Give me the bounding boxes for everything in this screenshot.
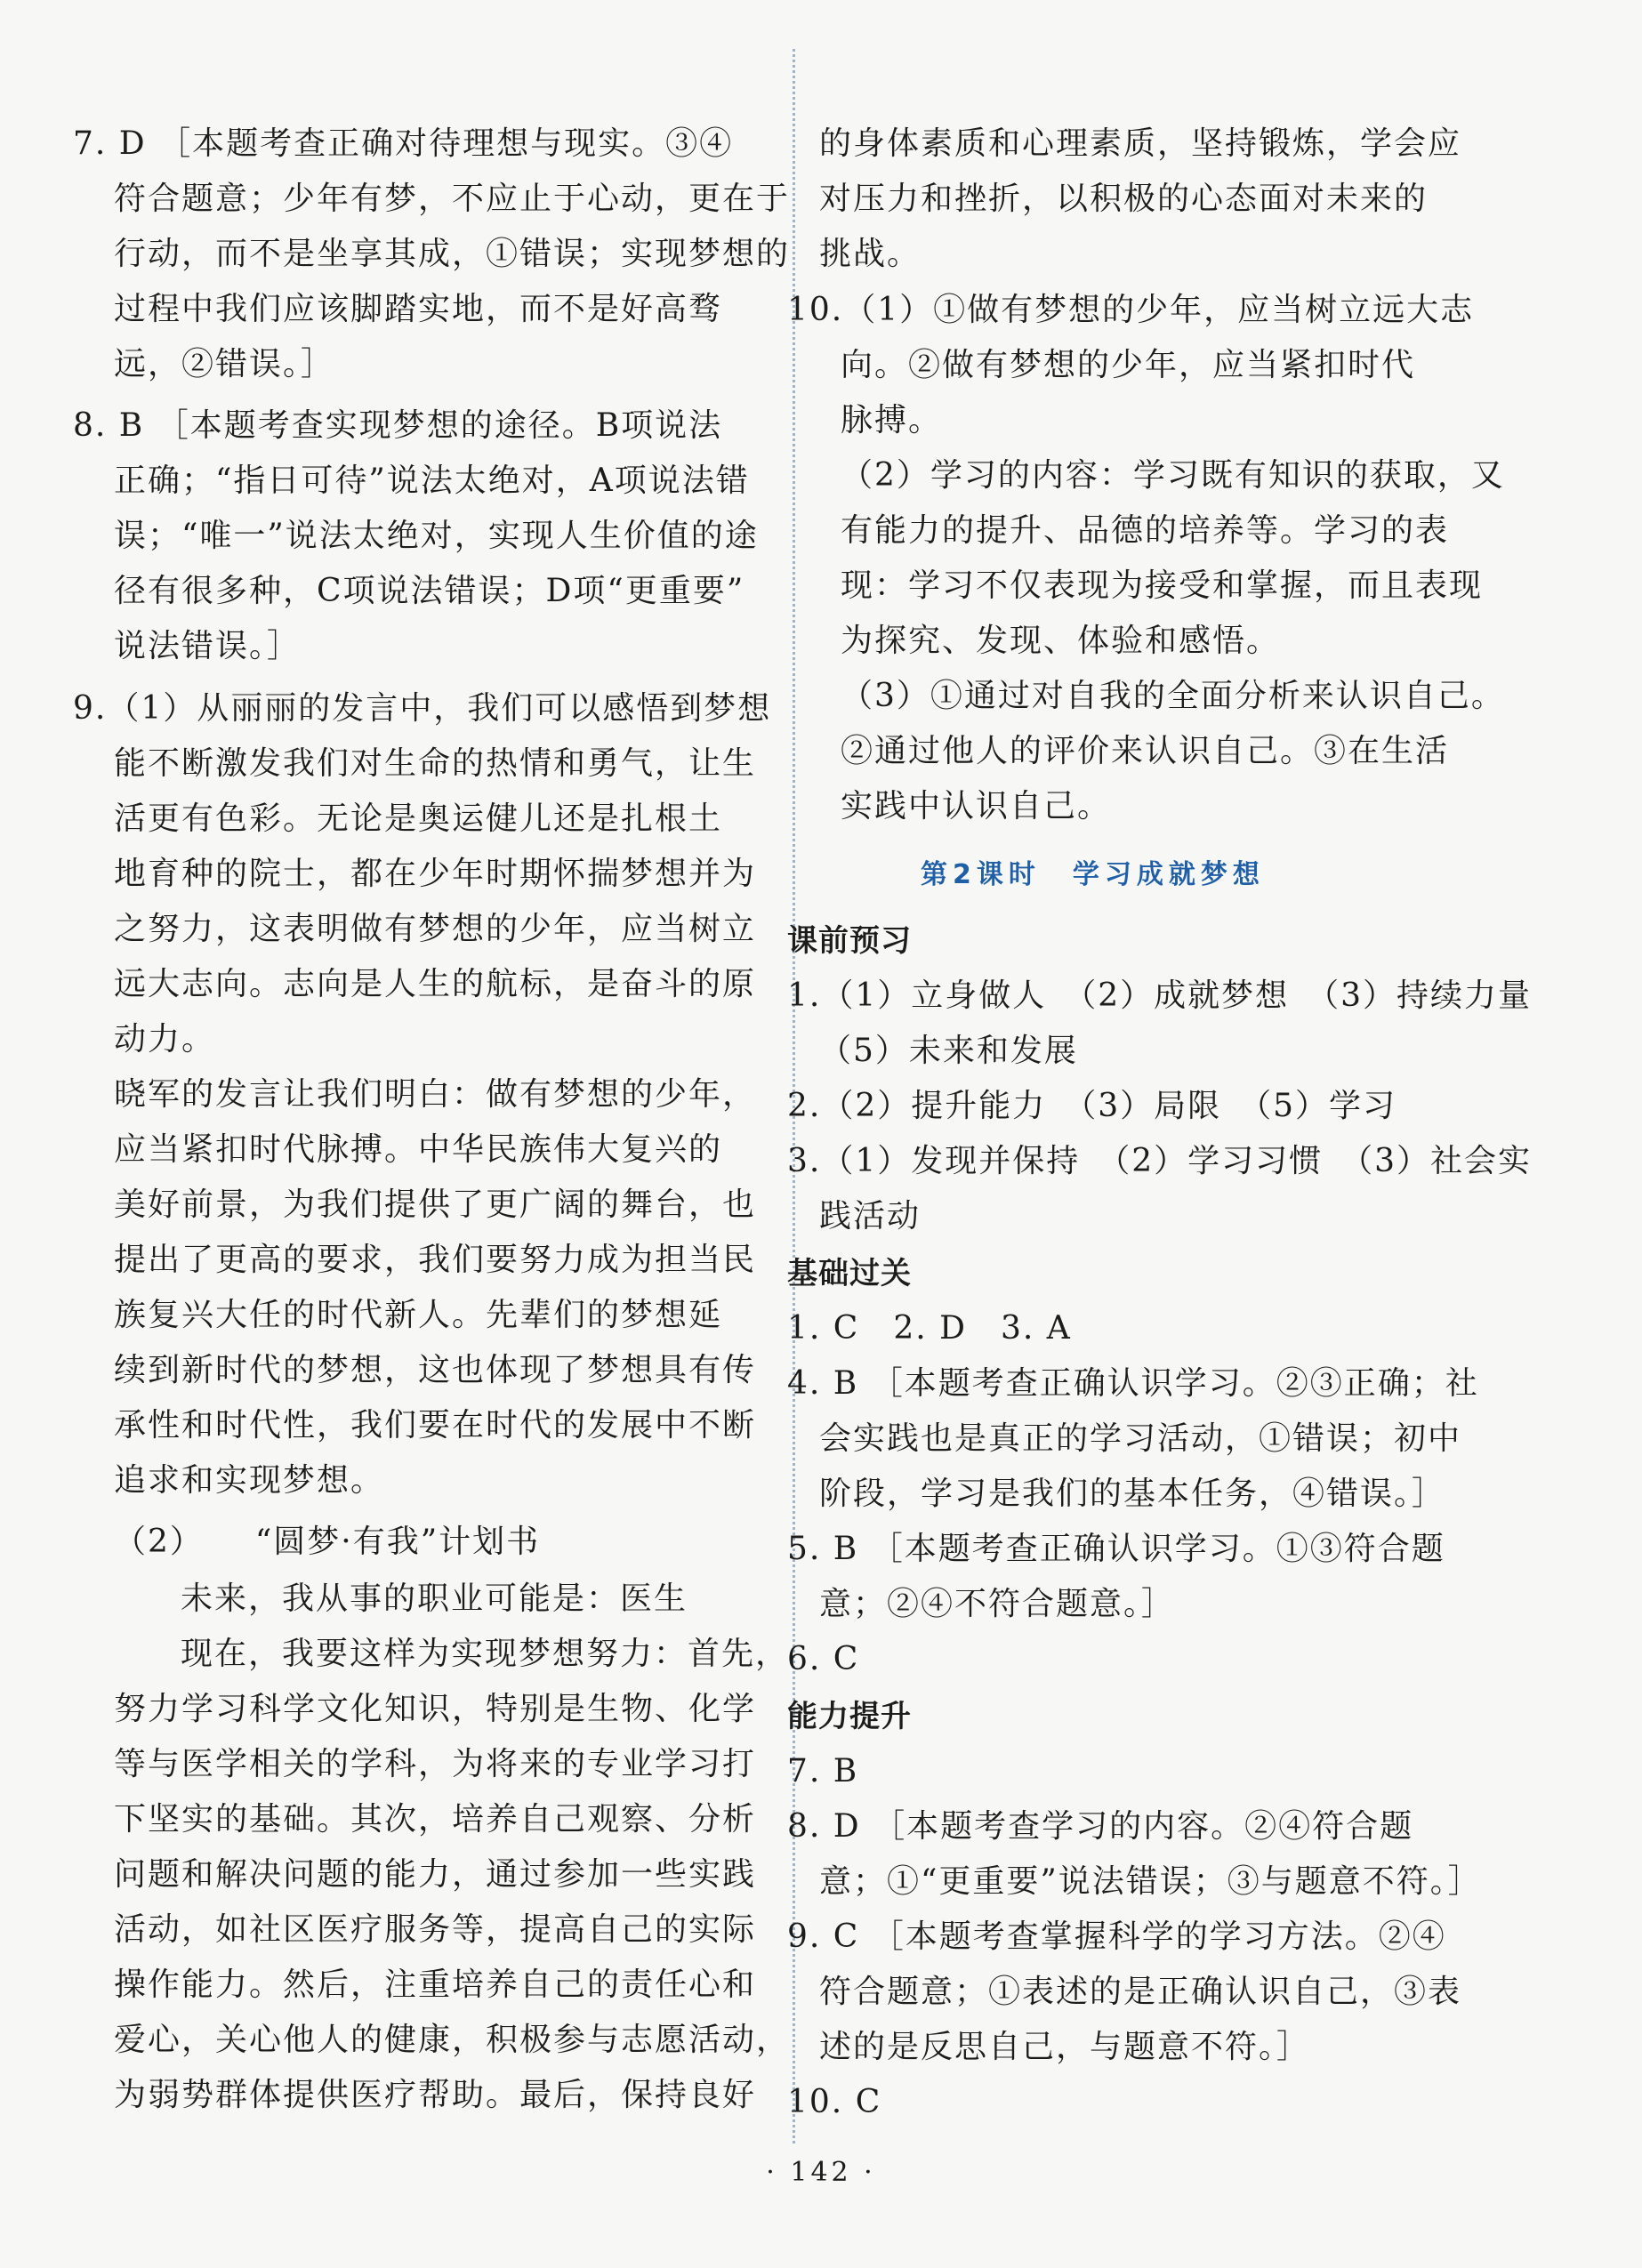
answer-7-line: 7. D ［本题考查正确对待理想与现实。③④ (73, 125, 734, 162)
plan-line: 对压力和挫折，以积极的心态面对未来的 (819, 181, 1429, 217)
plan-line: 问题和解决问题的能力，通过参加一些实践 (114, 1856, 757, 1893)
answer-8-line: 误；“唯一”说法太绝对，实现人生价值的途 (114, 518, 759, 554)
answer-10-line: 向。②做有梦想的少年，应当紧扣时代 (841, 347, 1416, 383)
basic-line: 5. B ［本题考查正确认识学习。①③符合题 (787, 1531, 1445, 1567)
section-heading-ability: 能力提升 (787, 1699, 912, 1734)
ability-line: 符合题意；①表述的是正确认识自己，③表 (819, 1974, 1462, 2010)
answer-7-line: 远，②错误。］ (114, 346, 335, 382)
answer-9-line: 美好前景，为我们提供了更广阔的舞台，也 (114, 1186, 757, 1223)
basic-line: 阶段，学习是我们的基本任务，④错误。］ (819, 1476, 1446, 1512)
answer-9-line: 之努力，这表明做有梦想的少年，应当树立 (114, 911, 757, 947)
answer-9-line: 能不断激发我们对生命的热情和勇气，让生 (114, 745, 757, 782)
answer-8-line: 径有很多种，C项说法错误；D项“更重要” (114, 573, 745, 609)
answer-10-line: （3）①通过对自我的全面分析来认识自己。 (841, 678, 1505, 714)
lesson-title: 第2课时 学习成就梦想 (921, 859, 1265, 890)
plan-line: 未来，我从事的职业可能是：医生 (181, 1580, 688, 1617)
ability-line: 8. D ［本题考查学习的内容。②④符合题 (787, 1808, 1414, 1845)
page-number: · 142 · (766, 2157, 876, 2188)
answer-10-line: 有能力的提升、品德的培养等。学习的表 (841, 512, 1450, 549)
answer-9-line: 9.（1）从丽丽的发言中，我们可以感悟到梦想 (73, 690, 772, 727)
section-heading-preview: 课前预习 (787, 923, 912, 959)
answer-10-line: 为探究、发现、体验和感悟。 (841, 623, 1281, 659)
preview-line: （5）未来和发展 (819, 1033, 1078, 1069)
answer-10-line: 10.（1）①做有梦想的少年，应当树立远大志 (787, 292, 1475, 328)
answer-9-line: 地育种的院士，都在少年时期怀揣梦想并为 (114, 856, 757, 892)
answer-8-line: 说法错误。］ (114, 628, 302, 664)
preview-line: 3.（1）发现并保持 （2）学习习惯 （3）社会实 (787, 1143, 1533, 1179)
answer-7-line: 行动，而不是坐享其成，①错误；实现梦想的 (114, 236, 791, 272)
answer-9-line: 提出了更高的要求，我们要努力成为担当民 (114, 1242, 757, 1278)
answer-7-line: 过程中我们应该脚踏实地，而不是好高骛 (114, 291, 723, 327)
answer-9-line: 续到新时代的梦想，这也体现了梦想具有传 (114, 1352, 757, 1388)
plan-line: 为弱势群体提供医疗帮助。最后，保持良好 (114, 2077, 757, 2113)
plan-line: 活动，如社区医疗服务等，提高自己的实际 (114, 1911, 757, 1948)
plan-line: 努力学习科学文化知识，特别是生物、化学 (114, 1691, 757, 1727)
answer-10-line: 脉搏。 (841, 402, 943, 438)
ability-line: 10. C (787, 2084, 882, 2120)
answer-8-line: 正确；“指日可待”说法太绝对，A项说法错 (114, 462, 750, 499)
plan-title-line: （2） “圆梦·有我”计划书 (114, 1524, 541, 1560)
ability-line: 7. B (787, 1753, 859, 1789)
answer-10-line: ②通过他人的评价来认识自己。③在生活 (841, 733, 1450, 769)
ability-line: 意；①“更重要”说法错误；③与题意不符。］ (819, 1863, 1482, 1900)
ability-line: 述的是反思自己，与题意不符。］ (819, 2029, 1311, 2065)
plan-line: 爱心，关心他人的健康，积极参与志愿活动， (114, 2022, 791, 2058)
answer-9-line: 应当紧扣时代脉搏。中华民族伟大复兴的 (114, 1131, 723, 1168)
ability-line: 9. C ［本题考查掌握科学的学习方法。②④ (787, 1918, 1446, 1955)
preview-line: 践活动 (819, 1198, 922, 1235)
basic-line: 4. B ［本题考查正确认识学习。②③正确；社 (787, 1365, 1479, 1402)
answer-10-line: （2）学习的内容：学习既有知识的获取，又 (841, 457, 1505, 494)
answer-7-line: 符合题意；少年有梦，不应止于心动，更在于 (114, 181, 791, 217)
plan-line: 挑战。 (819, 236, 922, 272)
answer-9-line: 动力。 (114, 1021, 216, 1058)
answer-9-line: 承性和时代性，我们要在时代的发展中不断 (114, 1407, 757, 1444)
plan-line: 下坚实的基础。其次，培养自己观察、分析 (114, 1801, 757, 1838)
plan-line: 现在，我要这样为实现梦想努力：首先， (181, 1636, 790, 1672)
basic-line: 意；②④不符合题意。］ (819, 1586, 1176, 1622)
preview-line: 2.（2）提升能力 （3）局限 （5）学习 (787, 1088, 1397, 1124)
answer-10-line: 实践中认识自己。 (841, 788, 1112, 824)
answer-9-line: 族复兴大任的时代新人。先辈们的梦想延 (114, 1297, 723, 1333)
plan-line: 的身体素质和心理素质，坚持锻炼，学会应 (819, 125, 1462, 162)
answer-9-line: 追求和实现梦想。 (114, 1462, 385, 1499)
answer-9-line: 晓军的发言让我们明白：做有梦想的少年， (114, 1076, 757, 1113)
plan-line: 等与医学相关的学科，为将来的专业学习打 (114, 1746, 757, 1782)
preview-line: 1.（1）立身做人 （2）成就梦想 （3）持续力量 (787, 977, 1533, 1014)
answer-10-line: 现：学习不仅表现为接受和掌握，而且表现 (841, 567, 1484, 604)
answer-8-line: 8. B ［本题考查实现梦想的途径。B项说法 (73, 407, 723, 444)
basic-line: 会实践也是真正的学习活动，①错误；初中 (819, 1420, 1462, 1457)
plan-line: 操作能力。然后，注重培养自己的责任心和 (114, 1966, 757, 2003)
section-heading-basic: 基础过关 (787, 1256, 912, 1291)
answer-9-line: 远大志向。志向是人生的航标，是奋斗的原 (114, 966, 757, 1002)
basic-line: 1. C 2. D 3. A (787, 1310, 1072, 1347)
answer-9-line: 活更有色彩。无论是奥运健儿还是扎根土 (114, 800, 723, 837)
basic-line: 6. C (787, 1641, 860, 1677)
